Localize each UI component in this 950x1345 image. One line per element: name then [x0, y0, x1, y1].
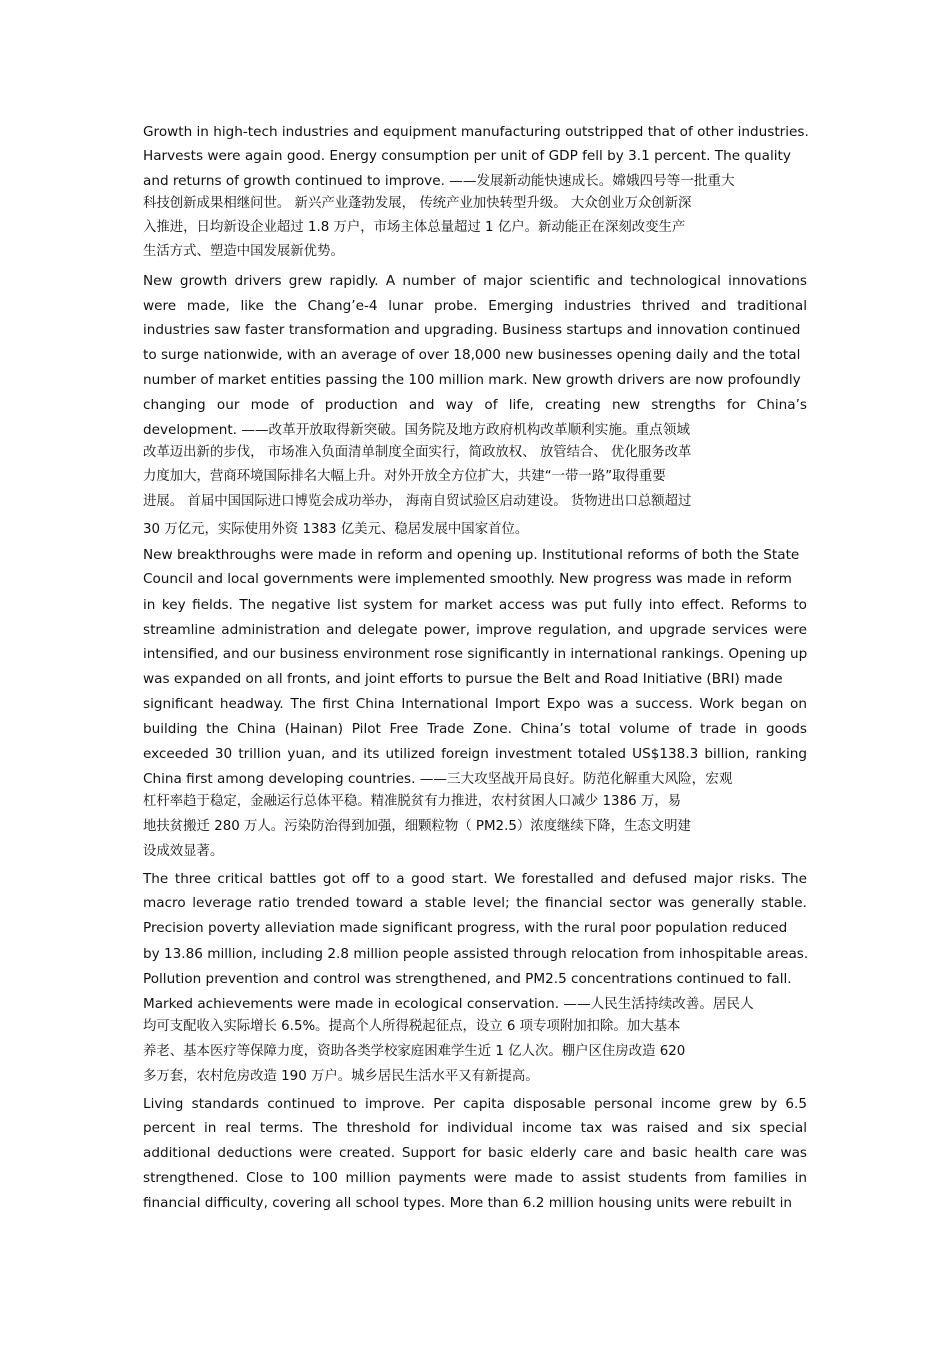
text-line: Growth in high-tech industries and equipment manufacturing outstripped that of other industries. — [143, 124, 809, 140]
text-line: 科技创新成果相继问世。 新兴产业蓬勃发展， 传统产业加快转型升级。 大众创业万众创新深 — [143, 196, 692, 211]
text-line: New growth drivers grew rapidly. A number of major scientific and technological innovations — [143, 273, 807, 289]
text-line: 入推进，日均新设企业超过 1.8 万户，市场主体总量超过 1 亿户。新动能正在深刻改变生产 — [143, 220, 686, 235]
text-line: 杠杆率趋于稳定，金融运行总体平稳。精准脱贫有力推进，农村贫困人口减少 1386 万，易 — [143, 794, 682, 809]
text-line: 设成效显著。 — [143, 844, 224, 859]
text-line: building the China (Hainan) Pilot Free Trade Zone. China’s total volume of trade in goods — [143, 721, 807, 737]
text-line: by 13.86 million, including 2.8 million people assisted through relocation from inhospitable areas. — [143, 946, 809, 962]
text-line: Precision poverty alleviation made significant progress, with the rural poor population reduced — [143, 920, 788, 936]
text-line: 30 万亿元，实际使用外资 1383 亿美元、稳居发展中国家首位。 — [143, 522, 529, 537]
text-line: macro leverage ratio trended toward a stable level; the financial sector was generally stable. — [143, 895, 807, 911]
text-line: 力度加大，营商环境国际排名大幅上升。对外开放全方位扩大，共建“一带一路”取得重要 — [143, 469, 666, 484]
text-line: 养老、基本医疗等保障力度，资助各类学校家庭困难学生近 1 亿人次。棚户区住房改造 620 — [143, 1044, 686, 1059]
text-line: 地扶贫搬迁 280 万人。污染防治得到加强，细颗粒物（ PM2.5）浓度继续下降，生态文明建 — [143, 819, 691, 834]
text-line: development. ——改革开放取得新突破。国务院及地方政府机构改革顺利实施。重点领域 — [143, 422, 690, 438]
text-line: significant headway. The first China International Import Expo was a success. Work began on — [143, 696, 807, 712]
text-line: number of market entities passing the 100 million mark. New growth drivers are now profoundly — [143, 372, 801, 388]
text-line: in key fields. The negative list system for market access was put fully into effect. Reforms to — [143, 597, 807, 613]
text-line: 均可支配收入实际增长 6.5%。提高个人所得税起征点，设立 6 项专项附加扣除。加大基本 — [143, 1019, 681, 1034]
text-line: New breakthroughs were made in reform and opening up. Institutional reforms of both the State — [143, 547, 800, 563]
text-line: and returns of growth continued to improve. ——发展新动能快速成长。嫦娥四号等一批重大 — [143, 173, 735, 189]
text-line: 多万套，农村危房改造 190 万户。城乡居民生活水平又有新提高。 — [143, 1069, 539, 1084]
text-line: China first among developing countries. ——三大攻坚战开局良好。防范化解重大风险，宏观 — [143, 771, 733, 787]
text-line: to surge nationwide, with an average of over 18,000 new businesses opening daily and the total — [143, 347, 801, 363]
text-line: 改革迈出新的步伐， 市场准入负面清单制度全面实行，简政放权、 放管结合、 优化服务改革 — [143, 445, 692, 460]
text-line: Council and local governments were implemented smoothly. New progress was made in reform — [143, 571, 792, 587]
text-line: Marked achievements were made in ecological conservation. ——人民生活持续改善。居民人 — [143, 996, 754, 1012]
text-line: 进展。 首届中国国际进口博览会成功举办， 海南自贸试验区启动建设。 货物进出口总额超过 — [143, 494, 692, 509]
text-line: was expanded on all fronts, and joint efforts to pursue the Belt and Road Initiative (BRI) made — [143, 671, 783, 687]
text-line: Harvests were again good. Energy consumption per unit of GDP fell by 3.1 percent. The quality — [143, 148, 791, 164]
text-line: percent in real terms. The threshold for individual income tax was raised and six special — [143, 1120, 807, 1136]
text-line: changing our mode of production and way of life, creating new strengths for China’s — [143, 397, 807, 413]
text-line: were made, like the Chang’e-4 lunar probe. Emerging industries thrived and traditional — [143, 298, 807, 314]
text-line: The three critical battles got off to a good start. We forestalled and defused major risks. The — [143, 871, 807, 887]
text-line: Living standards continued to improve. Per capita disposable personal income grew by 6.5 — [143, 1096, 807, 1112]
text-line: Pollution prevention and control was strengthened, and PM2.5 concentrations continued to fall. — [143, 971, 792, 987]
text-line: strengthened. Close to 100 million payments were made to assist students from families in — [143, 1170, 807, 1186]
text-line: financial difficulty, covering all school types. More than 6.2 million housing units were rebuilt in — [143, 1195, 793, 1211]
text-line: intensified, and our business environment rose significantly in international rankings. Opening up — [143, 646, 808, 662]
text-line: streamline administration and delegate power, improve regulation, and upgrade services were — [143, 622, 807, 638]
text-line: exceeded 30 trillion yuan, and its utilized foreign investment totaled US$138.3 billion, ranking — [143, 746, 807, 762]
text-line: 生活方式、塑造中国发展新优势。 — [143, 244, 344, 259]
text-line: additional deductions were created. Support for basic elderly care and basic health care was — [143, 1145, 807, 1161]
text-line: industries saw faster transformation and upgrading. Business startups and innovation continued — [143, 322, 801, 338]
